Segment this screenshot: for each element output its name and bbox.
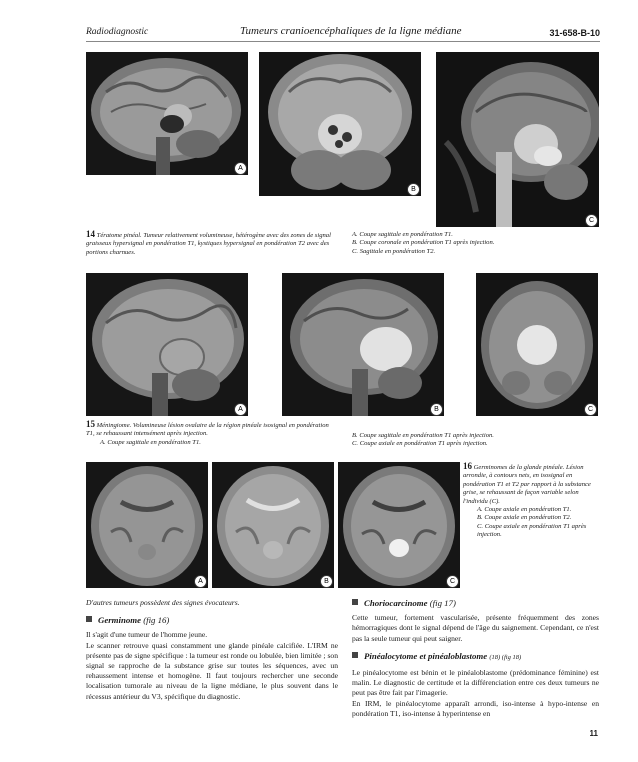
germinome-paragraph-1: Il s'agit d'une tumeur de l'homme jeune. — [86, 630, 208, 640]
chorio-heading — [352, 598, 599, 608]
fig15-legend-a: A. Coupe sagittale en pondération T1. — [100, 438, 201, 446]
fig15-legend-b: B. Coupe sagittale en pondération T1 après injection. — [352, 432, 494, 439]
fig15-label-c: C — [584, 403, 597, 416]
pineal-fig-ref: (18) (fig 18) — [489, 653, 522, 661]
germinome-paragraph-2: Le scanner retrouve quasi constamment une glande pinéale calcifiée. L'IRM ne présente pas de signe spécifique : la tumeur est ronde ou lobulée, bien limitée ; son signal se rapproche de la substance grise sur toutes les séquences, avec un rehaussement intense et homogène. Il faut toujours rechercher une seconde localisation tumorale au niveau de la ligne médiane, le plus souvent dans le récessus antérieur du V3, spécifique du diagnostic. — [86, 640, 338, 701]
section-bullet-icon — [352, 652, 358, 658]
right-column — [352, 598, 599, 719]
fig16-legend-a: A. Coupe axiale en pondération T1. — [477, 506, 572, 514]
fig14-caption — [86, 230, 338, 257]
chorio-title: Choriocarcinome — [364, 598, 428, 608]
fig16-image-b — [212, 462, 334, 588]
fig15-legend-c: C. Coupe axiale en pondération T1 après injection. — [352, 440, 488, 448]
pineal-heading — [352, 651, 599, 663]
pineal-paragraph-2: En IRM, le pinéalocytome apparaît arrondi, iso-intense à hypo-intense en pondération T1, iso-intense à hyperintense en — [352, 698, 599, 718]
fig14-image-c — [436, 52, 599, 227]
fig15-caption — [86, 420, 338, 447]
running-header-title: Tumeurs cranioencéphaliques de la ligne médiane — [240, 25, 462, 37]
germinome-fig-ref: (fig 16) — [143, 615, 170, 626]
fig14-image-a — [86, 52, 248, 175]
chorio-paragraph: Cette tumeur, fortement vascularisée, présente fréquemment des zones hémorragiques dont le signal dépend de l'âge du saignement. Cependant, ce n'est pas la seule tumeur qui peut saigner. — [352, 613, 599, 643]
fig14-legend-b: B. Coupe coronale en pondération T1 après injection. — [352, 239, 495, 247]
fig14-label-b: B — [407, 183, 420, 196]
fig14-legend-a: A. Coupe sagittale en pondération T1. — [352, 231, 453, 238]
fig16-label-c: C — [446, 575, 459, 588]
fig15-image-a — [86, 273, 248, 416]
fig16-label-a: A — [194, 575, 207, 588]
fig15-label-b: B — [430, 403, 443, 416]
germinome-title: Germinome — [98, 615, 142, 626]
fig14-image-b — [259, 52, 421, 196]
fig16-label-b: B — [320, 575, 333, 588]
fig15-caption-text: Méningiome. Volumineuse lésion ovalaire de la région pinéale isosignal en pondération T1, se rehaussant intensément après injection. — [86, 422, 329, 438]
fig15-number: 15 — [86, 419, 95, 429]
page-number: 11 — [589, 729, 598, 738]
pineal-paragraph-1: Le pinéalocytome est bénin et le pinéaloblastome (prédominance féminine) est malin. Le diagnostic de certitude et la différenciation entre ces deux tumeurs ne peut pas être fait par l'imagerie. — [352, 668, 599, 698]
section-bullet-icon — [352, 599, 358, 605]
fig14-legend-c: C. Sagittale en pondération T2. — [352, 247, 436, 255]
fig15-legend — [352, 432, 592, 449]
germinome-heading — [86, 615, 338, 625]
pineal-title: Pinéalocytome et pinéaloblastome — [364, 650, 488, 661]
running-header-reference: 31-658-B-10 — [549, 28, 600, 38]
chorio-fig-ref: (fig 17) — [429, 598, 456, 608]
fig16-image-c — [338, 462, 460, 588]
fig14-number: 14 — [86, 229, 95, 239]
intro-text: D'autres tumeurs possèdent des signes évocateurs. — [86, 598, 240, 607]
left-column — [86, 598, 338, 702]
fig15-image-b — [282, 273, 444, 416]
fig16-caption-text: Germinomes de la glande pinéale. Lésion arrondie, à contours nets, en isosignal en pondération T1 et T2 par rapport à la substance grise, se rehaussant de façon variable selon l'individu (C). — [463, 464, 591, 505]
fig16-legend-b: B. Coupe axiale en pondération T2. — [477, 514, 572, 522]
fig16-caption — [463, 462, 599, 540]
fig15-image-c — [476, 273, 598, 416]
header-rule — [86, 41, 600, 42]
fig16-image-a — [86, 462, 208, 588]
fig14-legend — [352, 231, 592, 256]
fig14-label-a: A — [234, 162, 247, 175]
fig15-label-a: A — [234, 403, 247, 416]
fig16-legend-c: C. Coupe axiale en pondération T1 après injection. — [477, 522, 587, 539]
section-bullet-icon — [86, 616, 92, 622]
fig14-caption-text: Tératome pinéal. Tumeur relativement volumineuse, hétérogène avec des zones de signal graisseux hypersignal en pondération T1, kystiques hypersignal en pondération T2 avec des portions charnues. — [86, 232, 331, 256]
running-header-section: Radiodiagnostic — [86, 27, 149, 37]
fig14-label-c: C — [585, 214, 598, 227]
fig16-number: 16 — [463, 461, 472, 471]
